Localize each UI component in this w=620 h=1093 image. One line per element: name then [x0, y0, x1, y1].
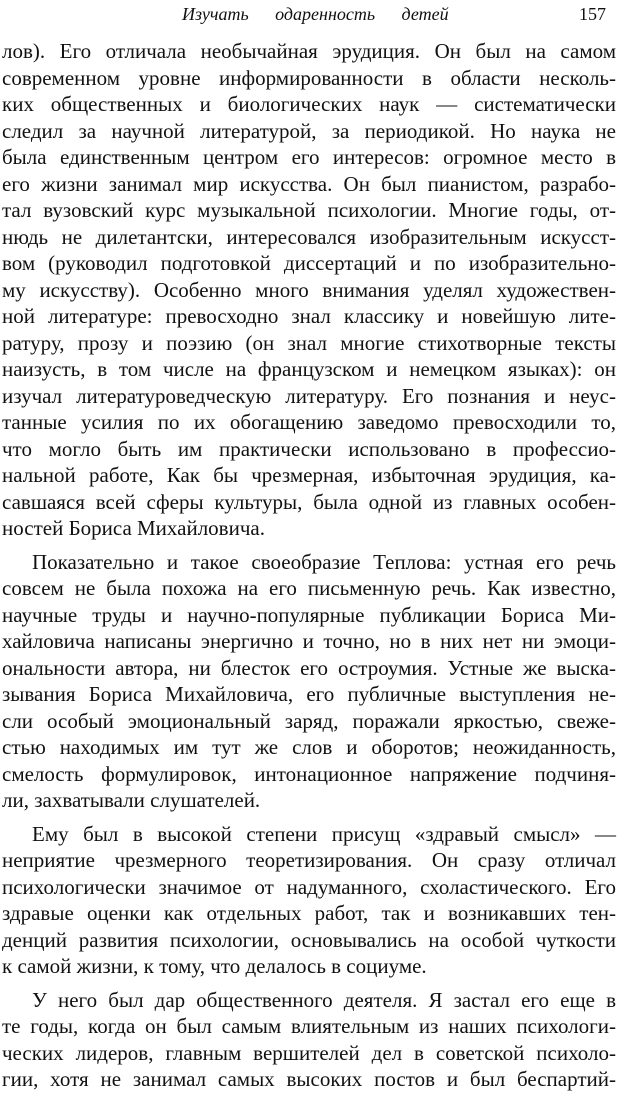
- text-line: стью находимых им тут же слов и оборотов; неожиданность,: [2, 735, 616, 759]
- text-line: ких общественных и биологических наук — систематически: [2, 92, 616, 116]
- page-number: 157: [579, 4, 606, 24]
- text-line: что могло быть им практически использовано в профессио-: [2, 436, 616, 461]
- text-line: совсем не была похожа на его письменную речь. Как известно,: [2, 576, 616, 600]
- text-line: ной литературе: превосходно знал классику и новейшую лите-: [2, 304, 616, 328]
- text-line: была единственным центром его интересов: огромное место в: [2, 145, 616, 169]
- running-title: Изучать одаренность детей: [182, 4, 449, 24]
- text-line: смелость формулировок, интонационное напряжение подчиня-: [2, 761, 616, 786]
- text-line: тал вузовский курс музыкальной психологии. Многие годы, от-: [2, 198, 616, 222]
- text-line: лов). Его отличала необычайная эрудиция. Он был на самом: [2, 39, 616, 63]
- text-line: неприятие чрезмерного теоретизирования. Он сразу отличал: [2, 848, 616, 872]
- text-line: сли особый эмоциональный заряд, поражали яркостью, свеже-: [2, 708, 616, 733]
- text-line: следил за научной литературой, за периодикой. Но наука не: [2, 118, 616, 143]
- text-line: вом (руководил подготовкой диссертаций и по изобразительно-: [2, 251, 616, 275]
- text-line: Показательно и такое своеобразие Теплова: устная его речь: [32, 549, 616, 574]
- paragraph: [2, 987, 616, 1093]
- text-line: современном уровне информированности в области несколь-: [2, 65, 616, 90]
- text-line: изучал литературоведческую литературу. Его познания и неус-: [2, 383, 616, 408]
- text-line: нюдь не дилетантски, интересовался изобразительным искусст-: [2, 224, 616, 249]
- text-line: к самой жизни, к тому, что делалось в социуме.: [2, 954, 427, 978]
- text-line: нальной работе, Как бы чрезмерная, избыточная эрудиция, ка-: [2, 463, 616, 487]
- text-line: денций развития психологии, основывались на особой чуткости: [2, 927, 616, 952]
- text-line: его жизни занимал мир искусства. Он был пианистом, разрабо-: [2, 171, 616, 196]
- text-line: танные усилия по их обогащению заведомо превосходили то,: [2, 410, 616, 434]
- text-line: хайловича написаны энергично и точно, но в них нет ни эмоци-: [2, 629, 616, 653]
- text-line: му искусству). Особенно много внимания уделял художествен-: [2, 277, 616, 302]
- text-line: ческих лидеров, главным вершителей дел в советской психоло-: [2, 1040, 616, 1065]
- text-line: научные труды и научно-популярные публикации Бориса Ми-: [2, 602, 616, 627]
- text-line: ли, захватывали слушателей.: [2, 788, 261, 812]
- text-line: гии, хотя не занимал самых высоких постов и был беспартий-: [2, 1067, 616, 1091]
- text-line: ональности автора, ни блесток его остроумия. Устные же выска-: [2, 655, 616, 680]
- running-head: [0, 4, 620, 28]
- text-line: ратуру, прозу и поэзию (он знал многие стихотворные тексты: [2, 330, 616, 355]
- text-line: Ему был в высокой степени присущ «здравый смысл» —: [32, 821, 616, 846]
- paragraph: [2, 549, 616, 814]
- text-line: здравые оценки как отдельных работ, так и возникавших тен-: [2, 901, 616, 925]
- text-line: зывания Бориса Михайловича, его публичные выступления не-: [2, 682, 616, 706]
- paragraph: [2, 821, 616, 980]
- text-line: наизусть, в том числе на французском и немецком языках): он: [2, 357, 616, 381]
- body-text: [2, 38, 616, 1093]
- text-line: У него был дар общественного деятеля. Я застал его еще в: [32, 987, 616, 1012]
- text-line: психологически значимое от надуманного, схоластического. Его: [2, 874, 616, 899]
- text-line: ностей Бориса Михайловича.: [2, 516, 265, 540]
- text-line: те годы, когда он был самым влиятельным из наших психологи-: [2, 1014, 616, 1038]
- paragraph: [2, 38, 616, 542]
- text-line: савшаяся всей сферы культуры, была одной из главных особен-: [2, 489, 616, 514]
